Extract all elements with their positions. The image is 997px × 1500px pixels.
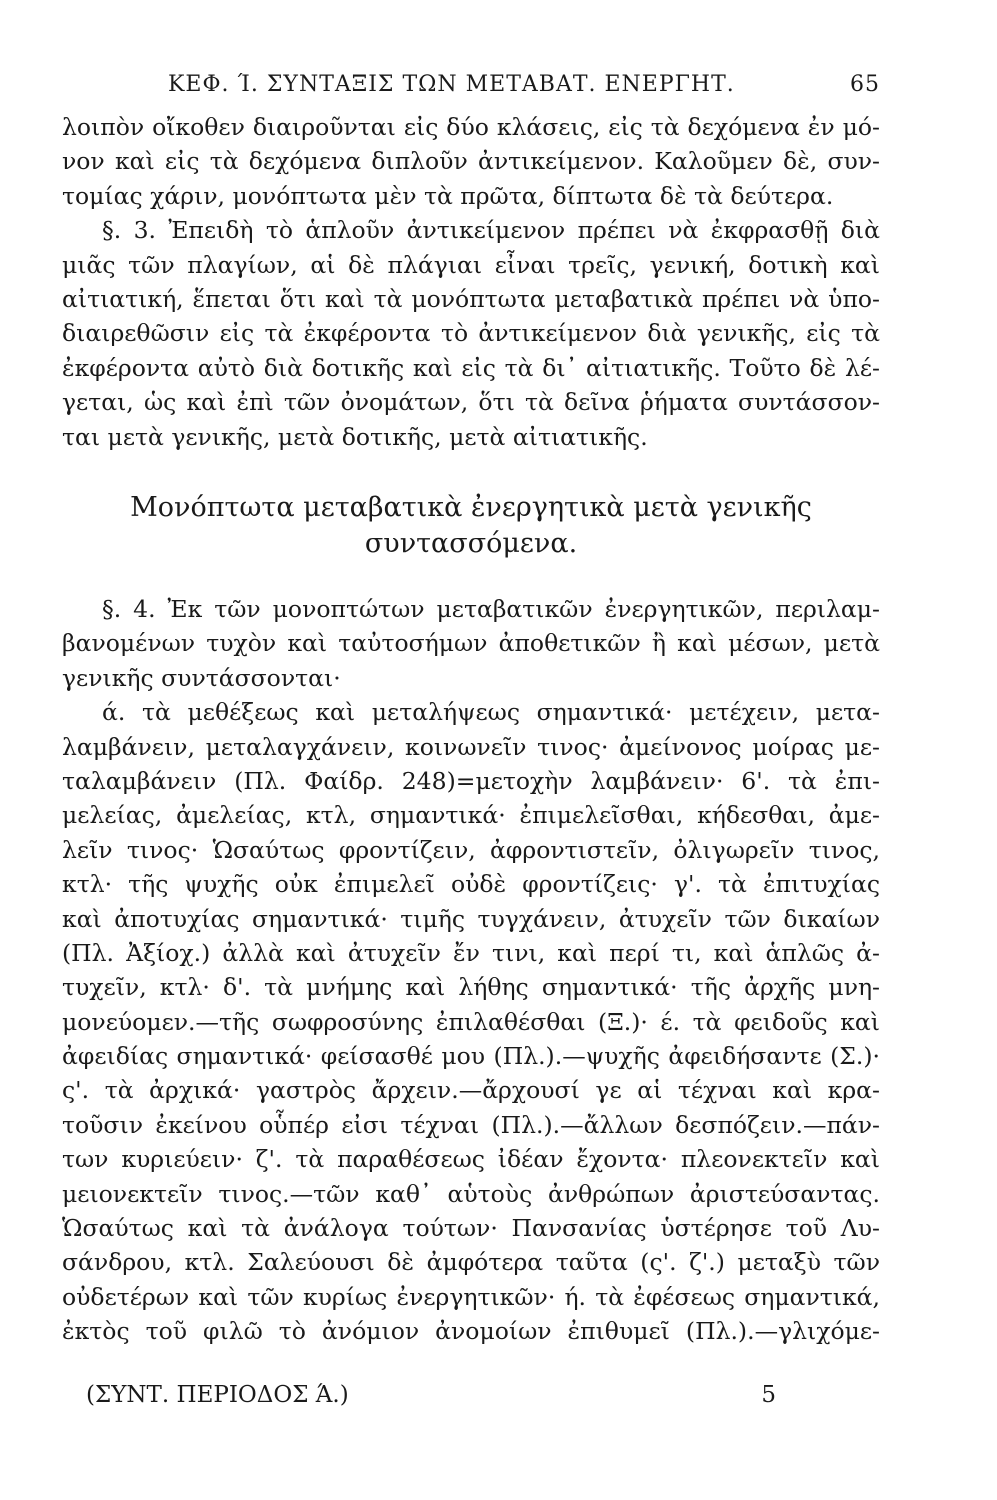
text-line: Ὡσαύτως καὶ τὰ ἀνάλογα τούτων· Πανσανίας ὑστέρησε τοῦ Λυ- xyxy=(62,1214,880,1243)
text-line: μονεύομεν.—τῆς σωφροσύνης ἐπιλαθέσθαι (Ξ.)· έ. τὰ φειδοῦς καὶ xyxy=(62,1007,880,1036)
text-line: §. 3. Ἐπειδὴ τὸ ἁπλοῦν ἀντικείμενον πρέπει νὰ ἐκφρασθῇ διὰ xyxy=(102,216,880,245)
text-block-lower xyxy=(62,592,880,1349)
section-heading xyxy=(62,490,880,562)
paragraph-3 xyxy=(62,592,880,695)
text-line: ς'. τὰ ἀρχικά· γαστρὸς ἄρχειν.—ἄρχουσί γε αἱ τέχναι καὶ κρα- xyxy=(62,1076,880,1105)
text-line: νον καὶ εἰς τὰ δεχόμενα διπλοῦν ἀντικείμενον. Καλοῦμεν δὲ, συν- xyxy=(62,147,880,176)
text-line: §. 4. Ἐκ τῶν μονοπτώτων μεταβατικῶν ἐνεργητικῶν, περιλαμ- xyxy=(102,595,880,623)
text-line: των κυριεύειν· ζ'. τὰ παραθέσεως ἰδέαν ἔχοντα· πλεονεκτεῖν καὶ xyxy=(62,1145,880,1174)
text-line: αἰτιατική, ἕπεται ὅτι καὶ τὰ μονόπτωτα μεταβατικὰ πρέπει νὰ ὑπο- xyxy=(62,284,880,313)
text-line: οὐδετέρων καὶ τῶν κυρίως ἐνεργητικῶν· ή. τὰ ἐφέσεως σημαντικά, xyxy=(62,1282,880,1311)
text-line: ἐκτὸς τοῦ φιλῶ τὸ ἀνόμιον ἀνομοίων ἐπιθυμεῖ (Πλ.).—γλιχόμε- xyxy=(62,1317,880,1346)
text-line: λαμβάνειν, μεταλαγχάνειν, κοινωνεῖν τινος· ἀμείνονος μοίρας με- xyxy=(62,732,880,761)
text-line: ται μετὰ γενικῆς, μετὰ δοτικῆς, μετὰ αἰτιατικῆς. xyxy=(62,422,648,451)
text-line: λεῖν τινος· Ὡσαύτως φροντίζειν, ἀφροντιστεῖν, ὀλιγωρεῖν τινος, xyxy=(62,835,880,864)
page-number: 65 xyxy=(850,72,880,97)
text-line: λοιπὸν οἴκοθεν διαιροῦνται εἰς δύο κλάσεις, εἰς τὰ δεχόμενα ἐν μό- xyxy=(62,113,880,141)
text-line: τοῦσιν ἐκείνου οὗπέρ εἰσι τέχναι (Πλ.).—ἄλλων δεσπόζειν.—πάν- xyxy=(62,1110,880,1139)
text-line: τυχεῖν, κτλ· δ'. τὰ μνήμης καὶ λήθης σημαντικά· τῆς ἀρχῆς μνη- xyxy=(62,973,880,1002)
text-line: (Πλ. Ἀξίοχ.) ἀλλὰ καὶ ἀτυχεῖν ἔν τινι, καὶ περί τι, καὶ ἁπλῶς ἀ- xyxy=(62,938,880,967)
text-line: ά. τὰ μεθέξεως καὶ μεταλήψεως σημαντικά· μετέχειν, μετα- xyxy=(102,698,880,727)
section-heading-line: Μονόπτωτα μεταβατικὰ ἐνεργητικὰ μετὰ γενικῆς xyxy=(130,492,812,523)
paragraph-2 xyxy=(62,213,880,454)
text-line: διαιρεθῶσιν εἰς τὰ ἐκφέροντα τὸ ἀντικείμενον διὰ γενικῆς, εἰς τὰ xyxy=(62,319,880,348)
text-line: ταλαμβάνειν (Πλ. Φαίδρ. 248)=μετοχὴν λαμβάνειν· 6'. τὰ ἐπι- xyxy=(62,766,880,795)
paragraph-4 xyxy=(62,695,880,1348)
text-line: ἐκφέροντα αὐτὸ διὰ δοτικῆς καὶ εἰς τὰ δι᾽ αἰτιατικῆς. Τοῦτο δὲ λέ- xyxy=(62,353,880,382)
text-line: γενικῆς συντάσσονται· xyxy=(62,663,341,692)
text-line: τομίας χάριν, μονόπτωτα μὲν τὰ πρῶτα, δίπτωτα δὲ τὰ δεύτερα. xyxy=(62,181,834,210)
text-line: μιᾶς τῶν πλαγίων, αἱ δὲ πλάγιαι εἶναι τρεῖς, γενική, δοτικὴ καὶ xyxy=(62,250,880,279)
chapter-title: ΚΕΦ. Ί. ΣΥΝΤΑΞΙΣ ΤΩΝ ΜΕΤΑΒΑΤ. ΕΝΕΡΓΗΤ. xyxy=(168,72,735,97)
text-line: μελείας, ἀμελείας, κτλ, σημαντικά· ἐπιμελεῖσθαι, κήδεσθαι, ἀμε- xyxy=(62,801,880,830)
paragraph-1 xyxy=(62,110,880,213)
text-line: μειονεκτεῖν τινος.—τῶν καθ᾽ αὑτοὺς ἀνθρώπων ἀριστεύσαντας. xyxy=(62,1179,880,1208)
text-line: γεται, ὡς καὶ ἐπὶ τῶν ὀνομάτων, ὅτι τὰ δεῖνα ῥήματα συντάσσον- xyxy=(62,388,880,417)
text-line: κτλ· τῆς ψυχῆς οὐκ ἐπιμελεῖ οὐδὲ φροντίζεις· γ'. τὰ ἐπιτυχίας xyxy=(62,870,880,899)
section-heading-line: συντασσόμενα. xyxy=(364,528,578,559)
text-line: βανομένων τυχὸν καὶ ταὐτοσήμων ἀποθετικῶν ἢ καὶ μέσων, μετὰ xyxy=(62,629,880,658)
text-line: καὶ ἀποτυχίας σημαντικά· τιμῆς τυγχάνειν, ἀτυχεῖν τῶν δικαίων xyxy=(62,904,880,933)
text-line: σάνδρου, κτλ. Σαλεύουσι δὲ ἀμφότερα ταῦτα (ς'. ζ'.) μεταξὺ τῶν xyxy=(62,1248,880,1277)
text-block-upper xyxy=(62,110,880,454)
text-line: ἀφειδίας σημαντικά· φείσασθέ μου (Πλ.).—ψυχῆς ἀφειδήσαντε (Σ.)· xyxy=(62,1042,880,1071)
signature-number: 5 xyxy=(761,1382,776,1408)
signature-mark: (ΣΥΝΤ. ΠΕΡΙΟΔΟΣ Ά.) xyxy=(86,1382,349,1408)
